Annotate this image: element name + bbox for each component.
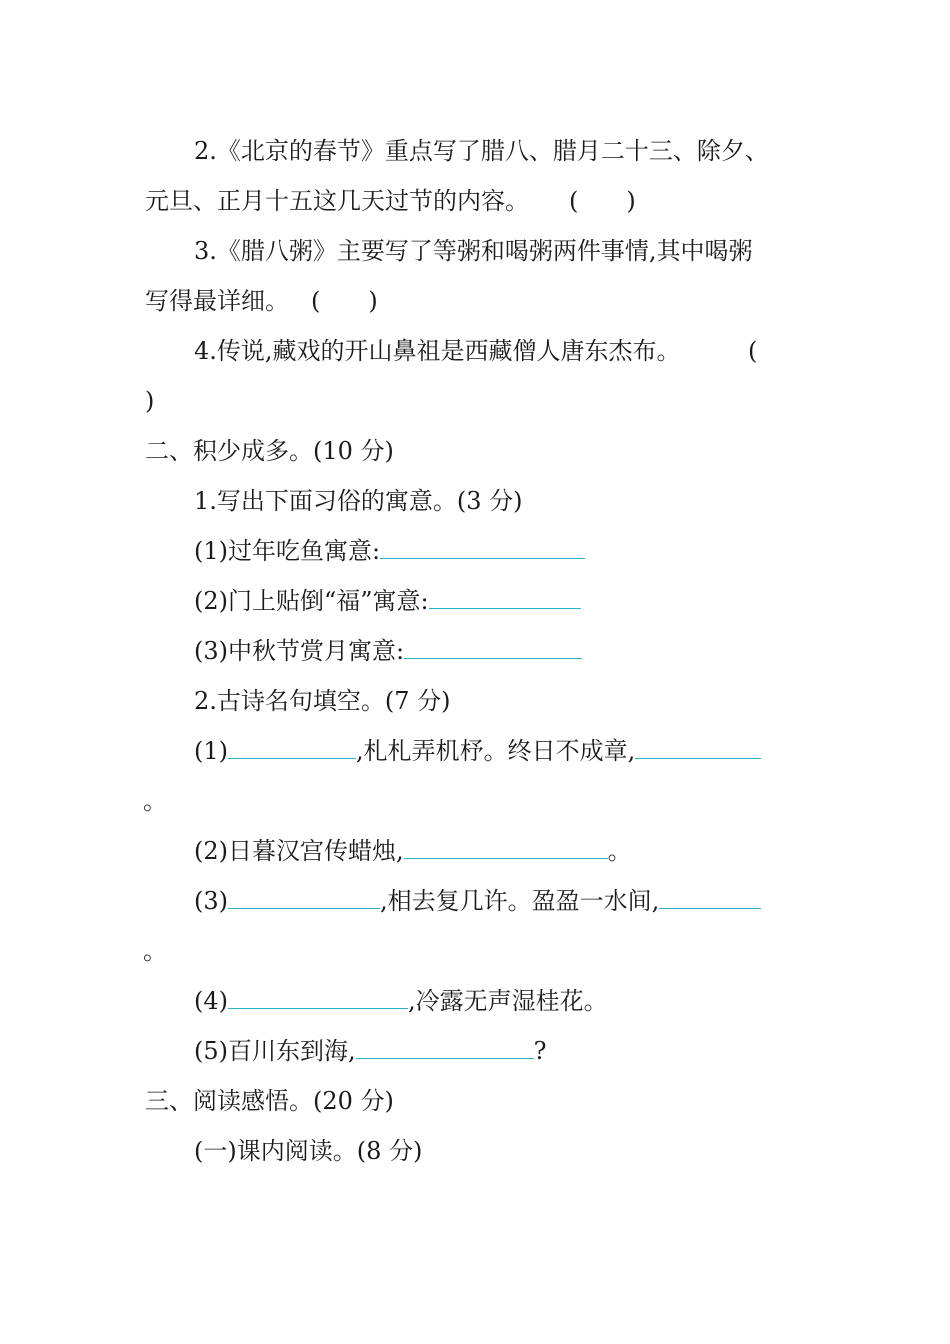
- q3-line2: [145, 285, 378, 317]
- section2-sub1-title: 1.写出下面习俗的寓意。(3 分): [194, 487, 523, 515]
- q2-line1: 2.《北京的春节》重点写了腊八、腊月二十三、除夕、: [194, 137, 769, 165]
- poem-item-1-num: (1): [194, 737, 228, 765]
- custom-item-2-label: (2)门上贴倒“福”寓意:: [194, 587, 429, 615]
- custom-item-2: [194, 585, 581, 617]
- poem-item-1: [194, 735, 761, 767]
- section2-heading: 二、积少成多。(10 分): [145, 437, 394, 465]
- poem-item-3: [194, 885, 761, 917]
- q4-line1: 4.传说,藏戏的开山鼻祖是西藏僧人唐东杰布。: [194, 337, 681, 365]
- poem-item-2-end: 。: [607, 837, 632, 865]
- poem-item-4: [194, 985, 608, 1017]
- answer-blank[interactable]: [380, 536, 585, 559]
- q4-answer-paren-close[interactable]: ): [145, 387, 155, 415]
- answer-blank[interactable]: [228, 986, 408, 1009]
- q3-line1: 3.《腊八粥》主要写了等粥和喝粥两件事情,其中喝粥: [194, 237, 753, 265]
- custom-item-1-label: (1)过年吃鱼寓意:: [194, 537, 381, 565]
- q2-text: 元旦、正月十五这几天过节的内容。: [145, 187, 529, 215]
- poem-item-5: [194, 1035, 547, 1067]
- answer-blank[interactable]: [356, 1036, 534, 1059]
- q3-text: 写得最详细。: [145, 287, 289, 315]
- poem-item-4-text: ,冷露无声湿桂花。: [408, 987, 608, 1015]
- poem-item-2-text: (2)日暮汉宫传蜡烛,: [194, 837, 404, 865]
- answer-blank[interactable]: [429, 586, 581, 609]
- custom-item-3: [194, 635, 582, 667]
- poem-item-3-end: 。: [143, 937, 167, 965]
- poem-item-2: [194, 835, 632, 867]
- section3-heading: 三、阅读感悟。(20 分): [145, 1087, 394, 1115]
- answer-blank[interactable]: [404, 836, 608, 859]
- poem-item-4-num: (4): [194, 987, 228, 1015]
- custom-item-1: [194, 535, 585, 567]
- answer-blank[interactable]: [659, 886, 761, 909]
- poem-item-5-text: (5)百川东到海,: [194, 1037, 356, 1065]
- q2-answer-paren[interactable]: ( ): [569, 187, 636, 215]
- custom-item-3-label: (3)中秋节赏月寓意:: [194, 637, 405, 665]
- poem-item-1-end: 。: [143, 787, 167, 815]
- q3-answer-paren[interactable]: ( ): [311, 287, 378, 315]
- poem-item-1-text: ,札札弄机杼。终日不成章,: [356, 737, 636, 765]
- answer-blank[interactable]: [228, 736, 356, 759]
- q2-line2: [145, 185, 636, 217]
- answer-blank[interactable]: [635, 736, 761, 759]
- answer-blank[interactable]: [404, 636, 582, 659]
- q4-answer-paren-open[interactable]: (: [748, 337, 758, 365]
- poem-item-5-end: ?: [533, 1037, 547, 1065]
- poem-item-3-num: (3): [194, 887, 228, 915]
- poem-item-3-text: ,相去复几许。盈盈一水间,: [380, 887, 660, 915]
- section3-sub1-title: (一)课内阅读。(8 分): [194, 1137, 423, 1165]
- section2-sub2-title: 2.古诗名句填空。(7 分): [194, 687, 451, 715]
- answer-blank[interactable]: [228, 886, 380, 909]
